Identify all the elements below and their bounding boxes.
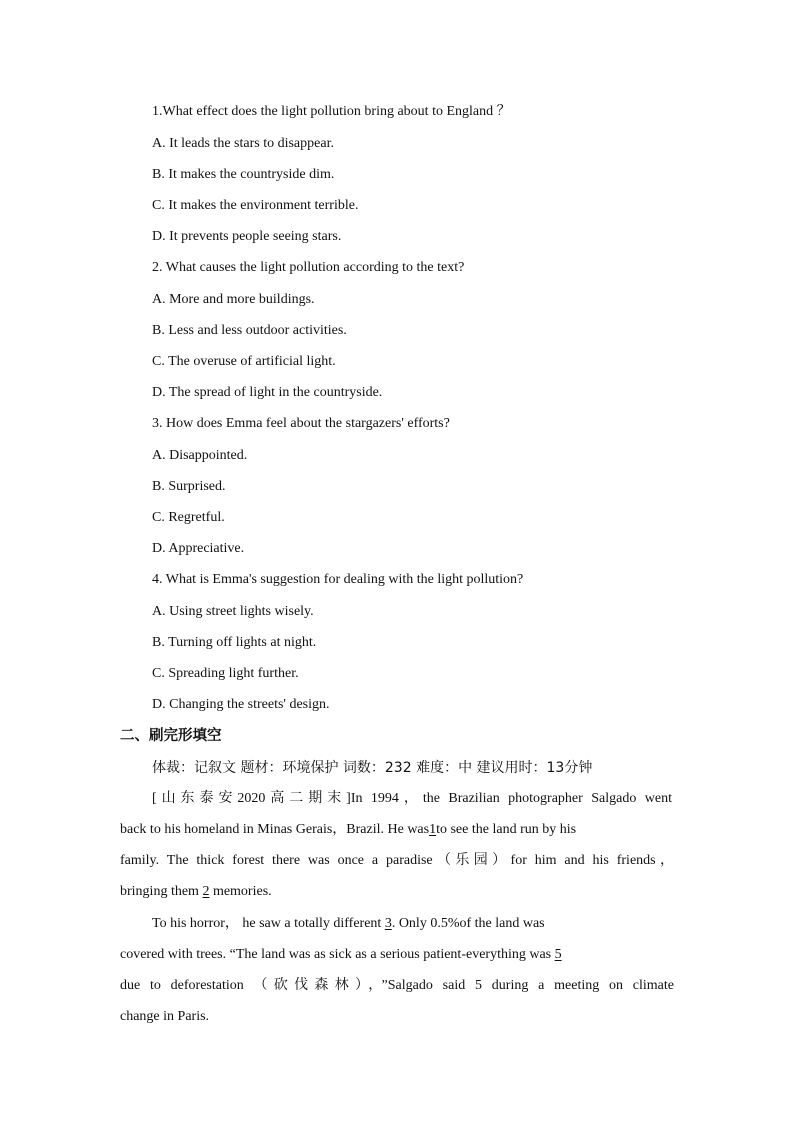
question-2-option-b: B. Less and less outdoor activities. (152, 323, 347, 338)
question-2-stem: 2. What causes the light pollution according to the text? (152, 260, 465, 275)
question-4-option-a: A. Using street lights wisely. (152, 604, 314, 619)
passage-p2-line-2 (120, 946, 674, 964)
question-3-option-a: A. Disappointed. (152, 448, 248, 463)
question-2-option-c: C. The overuse of artificial light. (152, 354, 336, 369)
passage-p1-line-1: [山东泰安2020高二期末]In 1994，the Brazilian photographer Salgado went (152, 791, 672, 806)
section-heading: 二、刷完形填空 (120, 728, 222, 744)
text-run: to see the land run by his (436, 822, 577, 837)
text-run: To his horror， he saw a totally different (152, 916, 385, 931)
question-4-option-d: D. Changing the streets' design. (152, 697, 330, 712)
question-1-option-c: C. It makes the environment terrible. (152, 198, 359, 213)
question-1-stem: 1.What effect does the light pollution bring about to England ？ (152, 104, 511, 119)
question-1-option-d: D. It prevents people seeing stars. (152, 229, 342, 244)
passage-p1-line-3: family. The thick forest there was once a paradise（乐园）for him and his friends， (120, 853, 674, 868)
passage-p1-line-4 (120, 883, 674, 901)
blank-2: 2 (202, 884, 210, 899)
text-run: back to his homeland in Minas Gerais，Brazil. He was (120, 822, 430, 837)
question-1-option-b: B. It makes the countryside dim. (152, 167, 335, 182)
blank-3: 3 (384, 916, 392, 931)
text-run: memories. (209, 884, 272, 899)
passage-p1-line-2 (120, 821, 674, 839)
blank-5: 5 (554, 947, 562, 962)
passage-p2-line-4: change in Paris. (120, 1009, 210, 1024)
text-run: bringing them (120, 884, 203, 899)
question-3-stem: 3. How does Emma feel about the stargazers' efforts? (152, 416, 450, 431)
text-run: covered with trees. “The land was as sick as a serious patient-everything was (120, 947, 555, 962)
question-3-option-d: D. Appreciative. (152, 541, 245, 556)
text-run: . Only 0.5%of the land was (391, 916, 545, 931)
question-2-option-a: A. More and more buildings. (152, 292, 315, 307)
question-4-stem: 4. What is Emma's suggestion for dealing with the light pollution? (152, 572, 524, 587)
blank-1: 1 (429, 822, 437, 837)
passage-info: 体裁：记叙文 题材：环境保护 词数：232 难度：中 建议用时：13分钟 (152, 760, 593, 776)
passage-p2-line-1 (152, 915, 706, 933)
question-2-option-d: D. The spread of light in the countryside. (152, 385, 383, 400)
passage-p2-line-3: due to deforestation （砍伐森林），”Salgado said 5 during a meeting on climate (120, 978, 674, 993)
question-4-option-c: C. Spreading light further. (152, 666, 299, 681)
question-1-option-a: A. It leads the stars to disappear. (152, 136, 334, 151)
question-3-option-c: C. Regretful. (152, 510, 225, 525)
question-3-option-b: B. Surprised. (152, 479, 226, 494)
question-4-option-b: B. Turning off lights at night. (152, 635, 317, 650)
